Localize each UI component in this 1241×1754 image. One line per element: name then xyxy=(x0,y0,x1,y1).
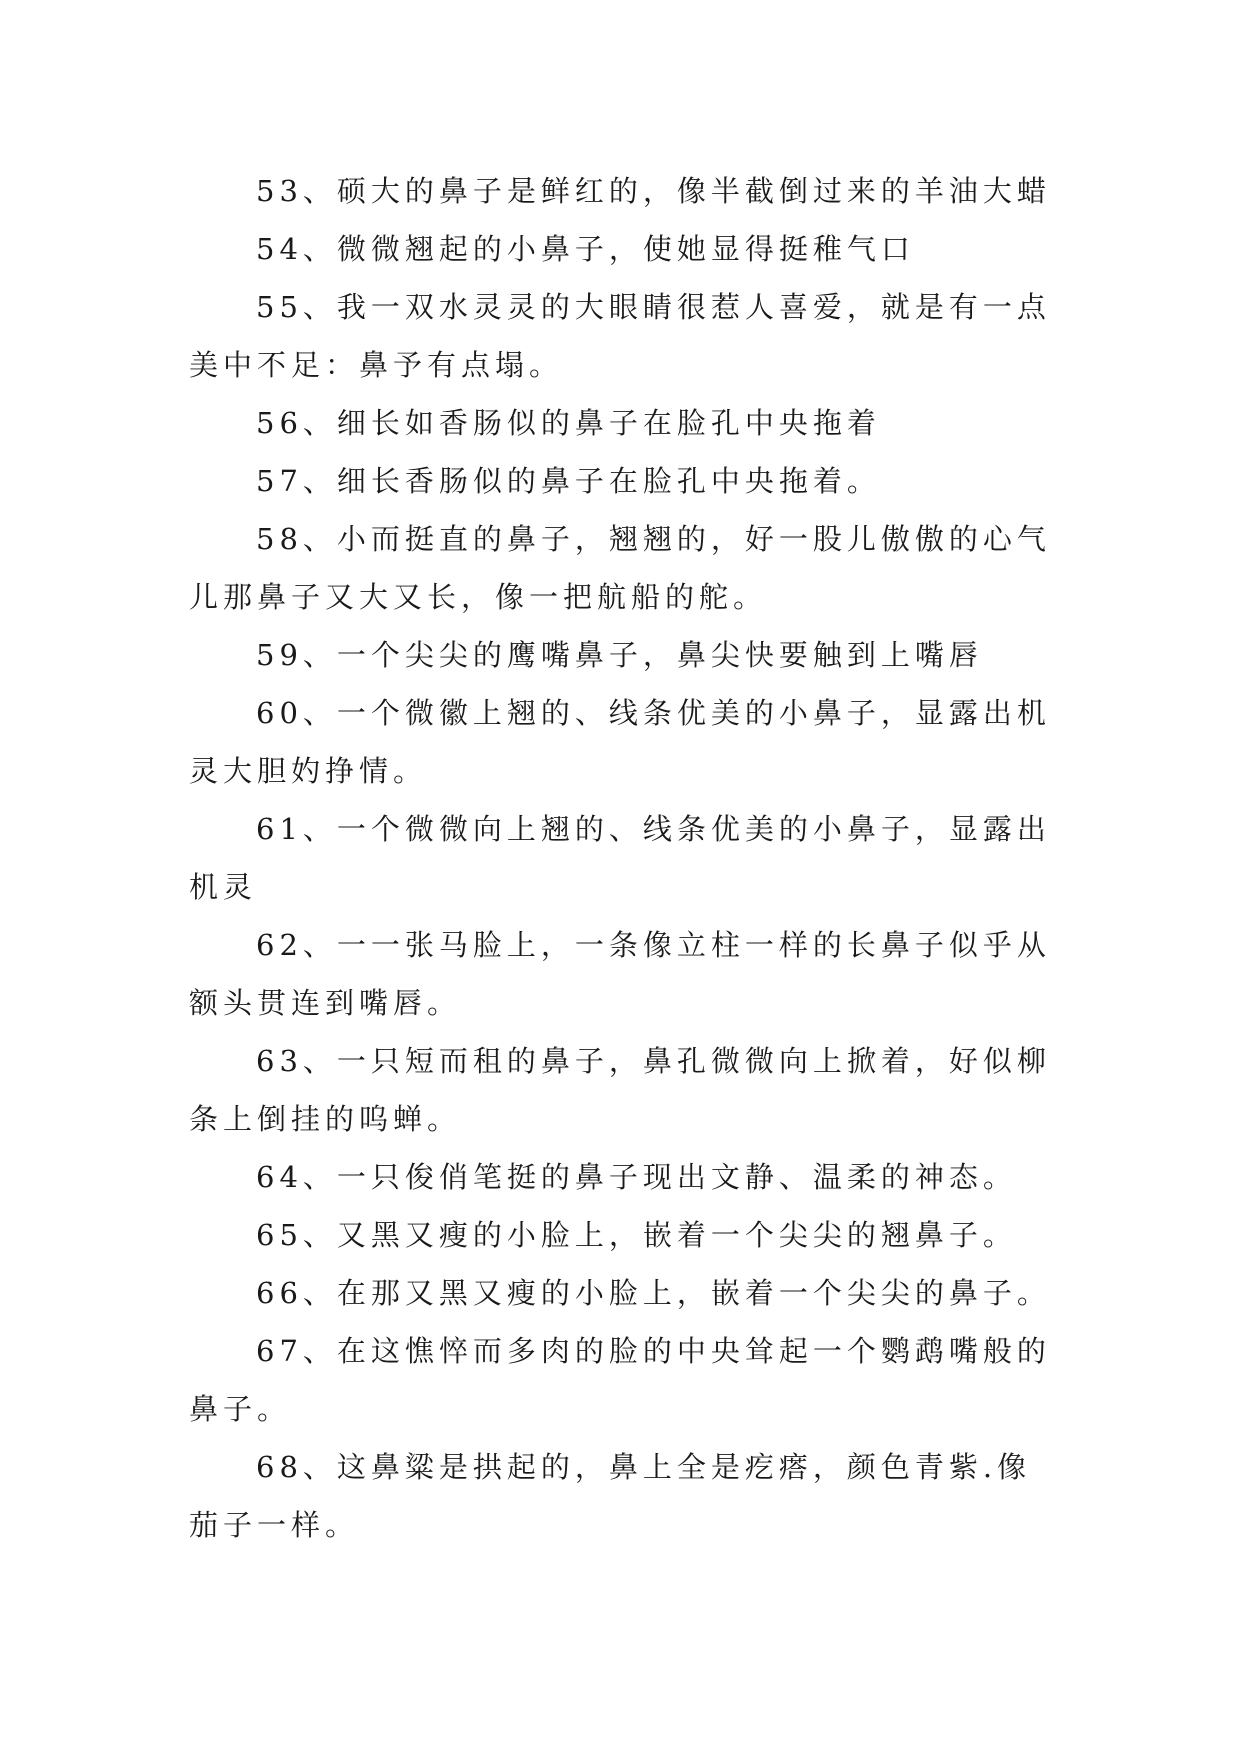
paragraph-58: 58、小而挺直的鼻子，翘翘的，好一股儿傲傲的心气儿那鼻子又大又长，像一把航船的舵。 xyxy=(189,522,1051,614)
paragraph-62: 62、一一张马脸上，一条像立柱一样的长鼻子似乎从额头贯连到嘴唇。 xyxy=(189,928,1051,1020)
paragraph-56: 56、细长如香肠似的鼻子在脸孔中央拖着 xyxy=(256,406,881,440)
paragraph-64: 64、一只俊俏笔挺的鼻子现出文静、温柔的神态。 xyxy=(256,1160,1017,1194)
paragraph-65: 65、又黑又瘦的小脸上，嵌着一个尖尖的翘鼻子。 xyxy=(256,1218,1017,1252)
paragraph-54: 54、微微翘起的小鼻子，使她显得挺稚气口 xyxy=(256,232,915,266)
paragraph-59: 59、一个尖尖的鹰嘴鼻子，鼻尖快要触到上嘴唇 xyxy=(256,638,983,672)
paragraph-63: 63、一只短而租的鼻子，鼻孔微微向上掀着，好似柳条上倒挂的呜蝉。 xyxy=(189,1044,1051,1136)
document-body xyxy=(189,162,1053,1554)
paragraph-67: 67、在这憔悴而多肉的脸的中央耸起一个鹦鹉嘴般的鼻子。 xyxy=(189,1334,1051,1426)
paragraph-68: 68、这鼻粱是拱起的，鼻上全是疙瘩，颜色青紫.像茄子一样。 xyxy=(189,1450,1032,1542)
paragraph-57: 57、细长香肠似的鼻子在脸孔中央拖着。 xyxy=(256,464,881,498)
paragraph-61: 61、一个微微向上翘的、线条优美的小鼻子，显露出机灵 xyxy=(189,812,1051,904)
paragraph-53: 53、硕大的鼻子是鲜红的，像半截倒过来的羊油大蜡 xyxy=(256,174,1051,208)
paragraph-60: 60、一个微徽上翘的、线条优美的小鼻子，显露出机灵大胆妁挣情。 xyxy=(189,696,1051,788)
paragraph-66: 66、在那又黑又瘦的小脸上，嵌着一个尖尖的鼻子。 xyxy=(256,1276,1051,1310)
paragraph-55: 55、我一双水灵灵的大眼睛很惹人喜爱，就是有一点美中不足：鼻予有点塌。 xyxy=(189,290,1051,382)
